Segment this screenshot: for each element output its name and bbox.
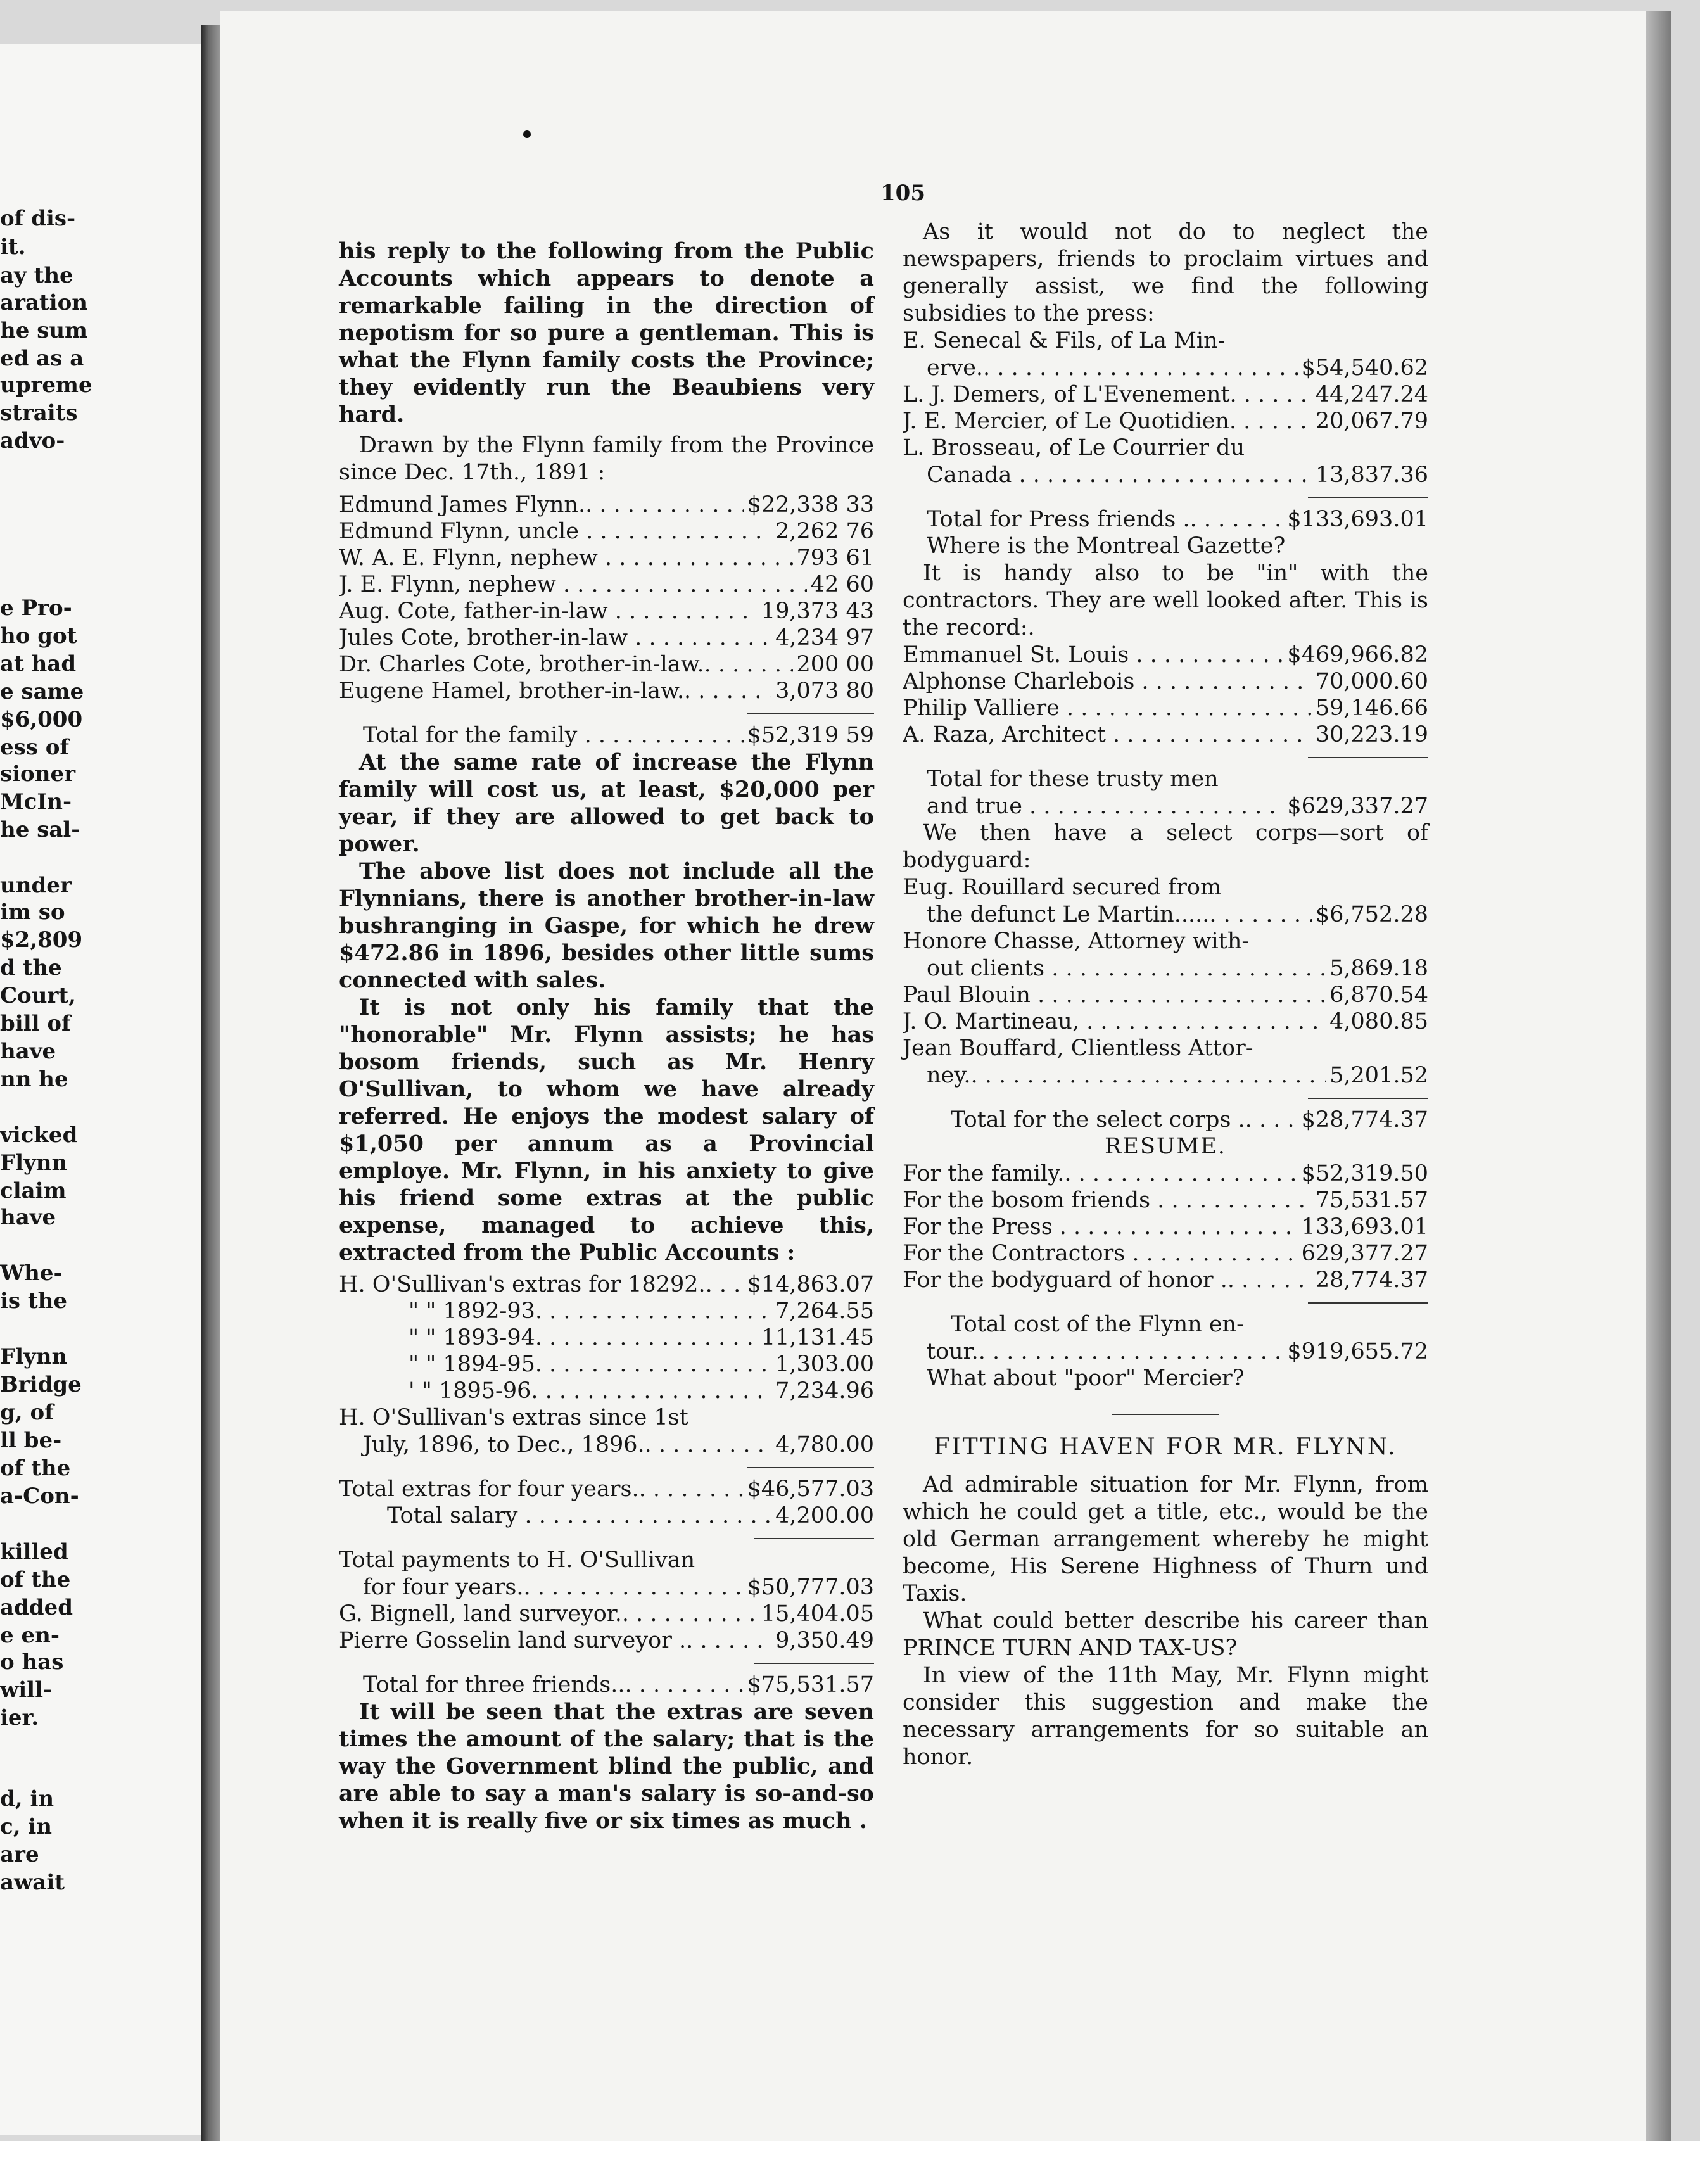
payments-label: Total payments to H. O'Sullivan <box>339 1547 695 1573</box>
facing-page-line: will- <box>0 1677 53 1703</box>
facing-page-line: of dis- <box>0 206 76 231</box>
corps-total-row: Total for the select corps .. . . . $28,774.37 <box>903 1107 1428 1133</box>
facing-page-line: straits <box>0 400 78 426</box>
table-row: H. O'Sullivan's extras for 18292.. . . . $14,863.07 <box>339 1271 874 1298</box>
divider <box>1308 497 1428 498</box>
facing-page-line: ess of <box>0 735 70 760</box>
divider <box>754 1663 874 1664</box>
haven-paragraph: Ad admirable situation for Mr. Flynn, from which he could get a title, etc., would be the old German arrangement whereby he might become, His Serene Highness of Thurn und Taxis. <box>903 1472 1428 1606</box>
table-row: Dr. Charles Cote, brother-in-law.. . . . 200 00 <box>339 651 874 678</box>
table-row: the defunct Le Martin...... . . . $6,752.28 <box>903 901 1428 928</box>
payments-row: for four years.. . . . $50,777.03 <box>339 1574 874 1601</box>
table-row: Jules Cote, brother-in-law . . . 4,234 97 <box>339 625 874 651</box>
facing-page-line: Bridge <box>0 1372 82 1397</box>
divider <box>1308 1098 1428 1099</box>
section-heading: FITTING HAVEN FOR MR. FLYNN. <box>934 1434 1397 1460</box>
facing-page-line: McIn- <box>0 789 72 815</box>
chasse-label: Honore Chasse, Attorney with- <box>903 929 1250 954</box>
gazette-question: Where is the Montreal Gazette? <box>927 533 1286 559</box>
facing-page-line: he sum <box>0 318 88 343</box>
divider <box>754 1538 874 1539</box>
table-row: ney.. . . . 5,201.52 <box>903 1062 1428 1089</box>
table-row: Edmund Flynn, uncle . . . 2,262 76 <box>339 518 874 545</box>
mercier-question: What about "poor" Mercier? <box>927 1366 1245 1391</box>
facing-page-line: d the <box>0 955 62 981</box>
table-row: J. O. Martineau, . . . 4,080.85 <box>903 1008 1428 1035</box>
facing-page-line: at had <box>0 651 77 676</box>
facing-page-line: bill of <box>0 1011 71 1036</box>
facing-page-line: e same <box>0 679 84 704</box>
facing-page-line: a-Con- <box>0 1483 79 1509</box>
facing-page-line: g, of <box>0 1400 54 1425</box>
facing-page-line: ll be- <box>0 1428 62 1453</box>
facing-page-line: have <box>0 1205 56 1230</box>
facing-page-line: Court, <box>0 983 76 1008</box>
table-row: Alphonse Charlebois . . . 70,000.60 <box>903 668 1428 695</box>
trusty-total-row: and true . . . $629,337.27 <box>903 793 1428 820</box>
eug-label: Eug. Rouillard secured from <box>903 875 1222 900</box>
total-cost-row: tour.. . . . $919,655.72 <box>903 1338 1428 1365</box>
total-cost-label: Total cost of the Flynn en- <box>951 1312 1244 1337</box>
resume-title: RESUME. <box>1105 1134 1226 1159</box>
ink-speck <box>523 130 531 138</box>
press-entry-label: E. Senecal & Fils, of La Min- <box>903 328 1226 353</box>
table-row: W. A. E. Flynn, nephew . . . 793 61 <box>339 545 874 571</box>
section-divider <box>1112 1414 1219 1415</box>
facing-page-line: Flynn <box>0 1344 68 1369</box>
facing-page-line: $2,809 <box>0 927 83 953</box>
table-row: ' " 1895-96. . . . 7,234.96 <box>339 1378 874 1404</box>
divider <box>1308 757 1428 758</box>
view-paragraph: In view of the 11th May, Mr. Flynn might consider this suggestion and make the necessary arrangements for so suitable an honor. <box>903 1663 1428 1770</box>
facing-page-line: c, in <box>0 1814 53 1839</box>
facing-page-line: ay the <box>0 263 73 288</box>
facing-page-line: are <box>0 1842 39 1867</box>
facing-page-line: e Pro- <box>0 595 72 621</box>
facing-page-line: $6,000 <box>0 707 83 732</box>
facing-page-line: added <box>0 1595 73 1620</box>
gosselin-row: Pierre Gosselin land surveyor .. . . . 9,350.49 <box>339 1627 874 1654</box>
table-row: For the bosom friends . . . 75,531.57 <box>903 1187 1428 1214</box>
facing-page-line: o has <box>0 1649 64 1675</box>
bignell-row: G. Bignell, land surveyor.. . . . 15,404.05 <box>339 1601 874 1627</box>
facing-page-line: killed <box>0 1539 68 1565</box>
facing-page-line: sioner <box>0 761 75 787</box>
column-right <box>903 219 1428 1771</box>
select-corps-paragraph: We then have a select corps—sort of bodyguard: <box>903 820 1428 873</box>
three-friends-row: Total for three friends... . . . $75,531.57 <box>339 1672 874 1698</box>
facing-page-line: ier. <box>0 1705 39 1730</box>
facing-page-line: nn he <box>0 1067 68 1092</box>
table-row: Philip Valliere . . . 59,146.66 <box>903 695 1428 721</box>
facing-page-line: aration <box>0 290 87 315</box>
column-left <box>339 238 874 1834</box>
press-entry-label: L. Brosseau, of Le Courrier du <box>903 435 1245 460</box>
facing-page-line: upreme <box>0 372 92 398</box>
scan-margin <box>0 2141 1700 2184</box>
facing-page-line: d, in <box>0 1786 54 1812</box>
bouffard-label: Jean Bouffard, Clientless Attor- <box>903 1036 1253 1061</box>
intro-paragraph: his reply to the following from the Public Accounts which appears to denote a remarkable failing in the direction of nepotism for so pure a gentleman. This is what the Flynn family costs the Province; they evidently run the Beaubiens very hard. <box>339 238 874 428</box>
prince-paragraph: What could better describe his career than PRINCE TURN AND TAX-US? <box>903 1608 1428 1661</box>
facing-page-line: Whe- <box>0 1260 63 1286</box>
press-total-row: Total for Press friends .. . . . $133,693.01 <box>903 506 1428 533</box>
drawn-paragraph: Drawn by the Flynn family from the Province since Dec. 17th., 1891 : <box>339 433 874 485</box>
facing-page-line: ho got <box>0 623 77 649</box>
divider <box>747 713 874 714</box>
table-row: erve.. . . . $54,540.62 <box>903 355 1428 381</box>
page-edge <box>1646 11 1671 2152</box>
table-row: Eugene Hamel, brother-in-law.. . . . 3,073 80 <box>339 678 874 704</box>
table-row: A. Raza, Architect . . . 30,223.19 <box>903 721 1428 748</box>
rate-paragraph: At the same rate of increase the Flynn family will cost us, at least, $20,000 per year, if they are allowed to get back to power. <box>339 749 874 857</box>
facing-page-line: have <box>0 1039 56 1064</box>
table-row: Aug. Cote, father-in-law . . . 19,373 43 <box>339 598 874 625</box>
page-number: 105 <box>880 181 925 206</box>
facing-page-fragment <box>0 44 209 2135</box>
table-row: For the family.. . . . $52,319.50 <box>903 1160 1428 1187</box>
facing-page-line: await <box>0 1870 65 1895</box>
table-row: For the bodyguard of honor .. . . . 28,774.37 <box>903 1267 1428 1293</box>
table-row: For the Press . . . 133,693.01 <box>903 1214 1428 1240</box>
table-row: " " 1892-93. . . . 7,264.55 <box>339 1298 874 1324</box>
table-row: Emmanuel St. Louis . . . $469,966.82 <box>903 642 1428 668</box>
facing-page-line: e en- <box>0 1623 60 1648</box>
facing-page-line: advo- <box>0 428 65 454</box>
table-row: out clients . . . 5,869.18 <box>903 955 1428 982</box>
facing-page-line: Flynn <box>0 1150 68 1176</box>
table-row: L. J. Demers, of L'Evenement. . . . 44,247.24 <box>903 381 1428 408</box>
divider <box>1308 1302 1428 1304</box>
table-row: Canada . . . 13,837.36 <box>903 462 1428 488</box>
table-row: For the Contractors . . . 629,377.27 <box>903 1240 1428 1267</box>
family-table <box>339 492 874 704</box>
facing-page-line: it. <box>0 234 26 260</box>
total-extras-row: Total extras for four years.. . . . $46,577.03 <box>339 1476 874 1502</box>
facing-page-line: of the <box>0 1456 71 1481</box>
seven-times-paragraph: It will be seen that the extras are seven times the amount of the salary; that is the way the Government blind the public, and are able to say a man's salary is so-and-so when it is really five or six times as much . <box>339 1699 874 1834</box>
facing-page-line: under <box>0 873 72 898</box>
above-list-paragraph: The above list does not include all the Flynnians, there is another brother-in-law bushranging in Gaspe, for which he drew $472.86 in 1896, besides other little sums connected with sales. <box>339 858 874 993</box>
table-row: Paul Blouin . . . 6,870.54 <box>903 982 1428 1008</box>
facing-page-line: im so <box>0 899 65 925</box>
newspapers-paragraph: As it would not do to neglect the newspapers, friends to proclaim virtues and generally assist, we find the following subsidies to the press: <box>903 219 1428 326</box>
facing-page-line: he sal- <box>0 817 80 842</box>
not-only-paragraph: It is not only his family that the "honorable" Mr. Flynn assists; he has bosom friends, such as Mr. Henry O'Sullivan, to whom we have already referred. He enjoys the modest salary of $1,050 per annum as a Provincial employe. Mr. Flynn, in his anxiety to give his friend some extras at the public expense, managed to achieve this, extracted from the Public Accounts : <box>339 994 874 1266</box>
table-row: " " 1894-95. . . . 1,303.00 <box>339 1351 874 1378</box>
divider <box>747 1467 874 1468</box>
trusty-label: Total for these trusty men <box>927 766 1219 792</box>
facing-page-line: is the <box>0 1288 67 1314</box>
extras-since-label: H. O'Sullivan's extras since 1st <box>339 1405 688 1430</box>
facing-page-line: ed as a <box>0 346 84 371</box>
table-row: J. E. Mercier, of Le Quotidien. . . . 20,067.79 <box>903 408 1428 435</box>
book-gutter <box>201 25 220 2154</box>
table-row: " " 1893-94. . . . 11,131.45 <box>339 1324 874 1351</box>
contractors-paragraph: It is handy also to be "in" with the contractors. They are well looked after. This is the record:. <box>903 561 1428 640</box>
family-total: Total for the family . . . $52,319 59 <box>339 722 874 749</box>
extras-table <box>339 1271 874 1458</box>
facing-page-line: of the <box>0 1567 71 1592</box>
table-row: July, 1896, to Dec., 1896.. . . . 4,780.00 <box>339 1432 874 1458</box>
total-salary-row: Total salary . . . 4,200.00 <box>339 1502 874 1529</box>
table-row: Edmund James Flynn.. . . . $22,338 33 <box>339 492 874 518</box>
facing-page-line: vicked <box>0 1122 78 1148</box>
facing-page-line: claim <box>0 1178 67 1203</box>
table-row: J. E. Flynn, nephew . . . 42 60 <box>339 571 874 598</box>
